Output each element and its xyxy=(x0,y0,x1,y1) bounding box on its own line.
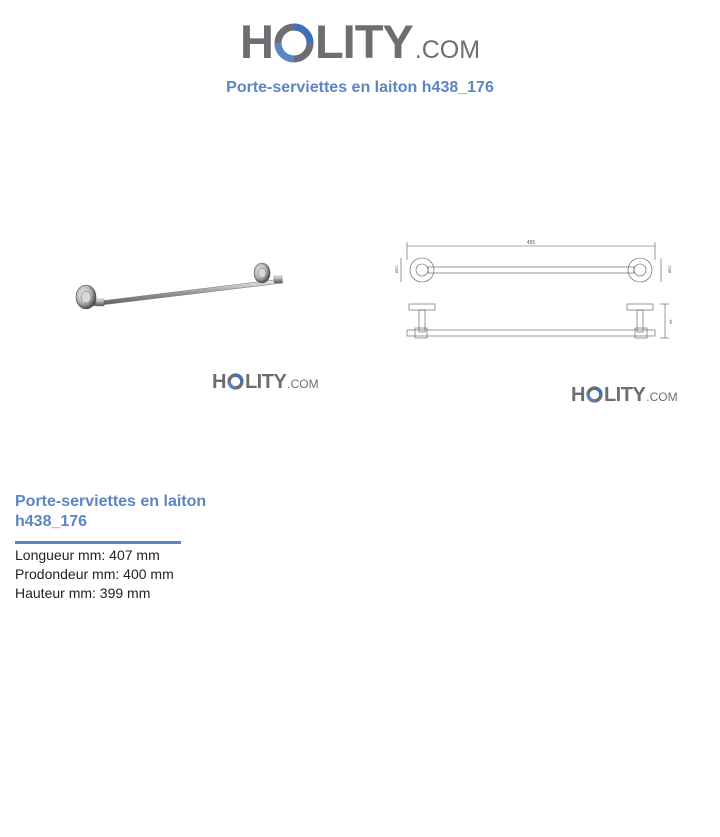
holity-logo-small xyxy=(571,384,678,407)
logo-o-mark-icon xyxy=(586,386,603,403)
spec-length: Longueur mm: 407 mm xyxy=(15,547,160,563)
logo-letters-lity: LITY xyxy=(314,15,413,68)
product-photo xyxy=(70,255,295,320)
holity-logo[interactable] xyxy=(240,14,480,69)
logo-dotcom: .COM xyxy=(414,36,481,64)
right-mount xyxy=(254,263,282,283)
logo-o-mark-icon xyxy=(227,373,244,390)
title-divider xyxy=(15,541,181,544)
dim-diameter-right-label: Ø52 xyxy=(667,265,672,273)
holity-logo-small xyxy=(212,371,319,394)
logo-dotcom: .COM xyxy=(646,390,678,404)
spec-height: Hauteur mm: 399 mm xyxy=(15,585,151,601)
logo-letters-lity: LITY xyxy=(244,371,287,393)
logo-dotcom: .COM xyxy=(287,377,319,391)
dim-depth-label: 68 xyxy=(668,319,673,324)
logo-o-mark-icon xyxy=(274,23,314,63)
rail-bar xyxy=(92,279,283,306)
technical-drawing xyxy=(395,238,675,350)
left-mount xyxy=(76,285,104,309)
logo-letter-h: H xyxy=(240,15,273,68)
dim-length-label: 455 xyxy=(526,240,536,246)
product-specs xyxy=(15,546,174,603)
logo-letters-lity: LITY xyxy=(603,384,646,406)
product-title-line-1: Porte-serviettes en laiton xyxy=(15,493,207,510)
logo-letter-h: H xyxy=(571,384,585,406)
page-title: Porte-serviettes en laiton h438_176 xyxy=(226,79,494,96)
product-title-line-2: h438_176 xyxy=(15,513,88,530)
dim-diameter-left-label: Ø52 xyxy=(394,265,399,273)
product-title xyxy=(15,492,235,532)
logo-letter-h: H xyxy=(212,371,226,393)
spec-depth: Prodondeur mm: 400 mm xyxy=(15,566,174,582)
